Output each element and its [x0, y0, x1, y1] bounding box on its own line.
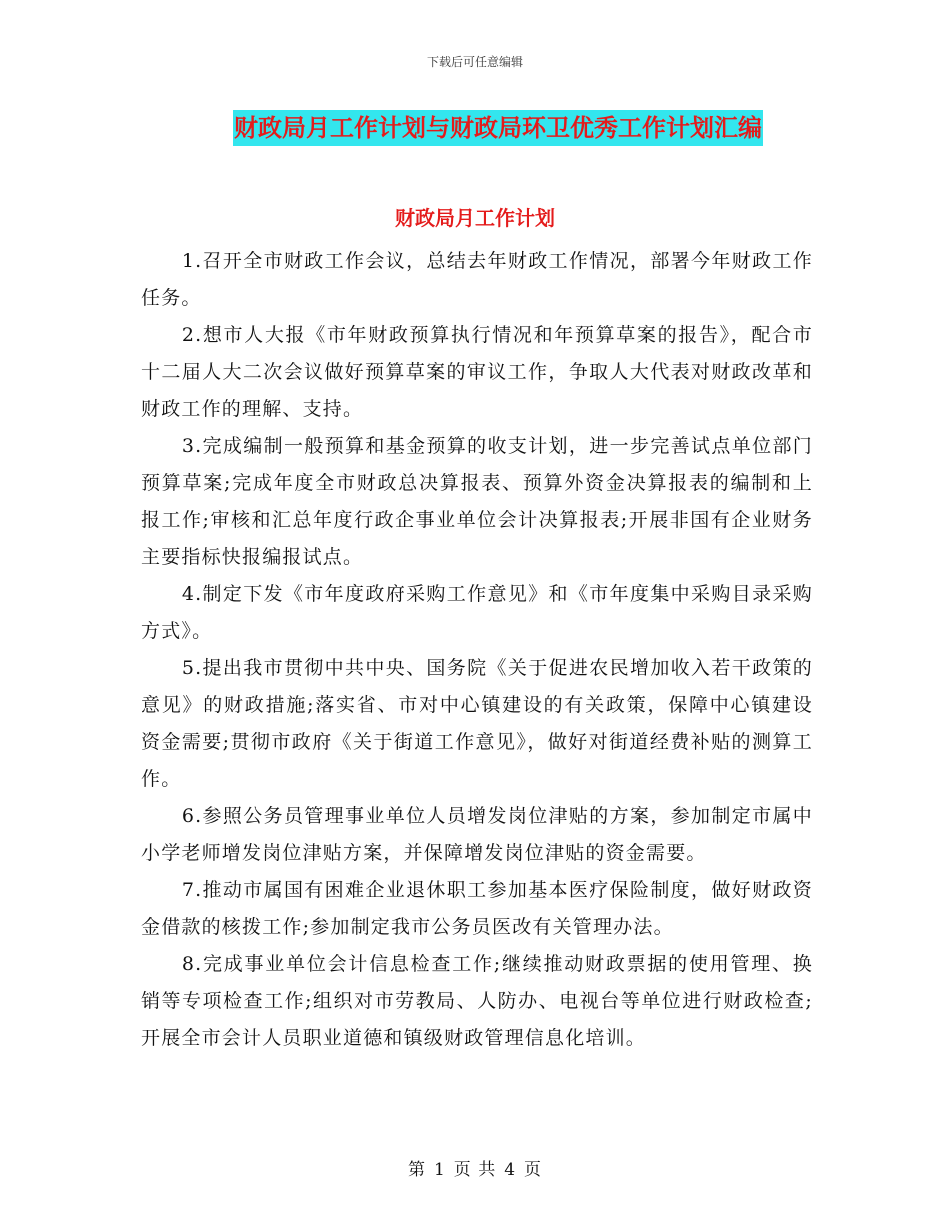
footer-label-end: 页 [524, 1160, 543, 1180]
footer-label-page: 第 [407, 1160, 426, 1180]
paragraph-5: 5.提出我市贯彻中共中央、国务院《关于促进农民增加收入若干政策的意见》的财政措施;落实省、市对中心镇建设的有关政策，保障中心镇建设资金需要;贯彻市政府《关于街道工作意见》，做好对街道经费补贴的测算工作。 [141, 657, 813, 790]
body-text [141, 243, 813, 1057]
paragraph-4: 4.制定下发《市年度政府采购工作意见》和《市年度集中采购目录采购方式》。 [141, 583, 813, 642]
paragraph-8: 8.完成事业单位会计信息检查工作;继续推动财政票据的使用管理、换销等专项检查工作;组织对市劳教局、人防办、电视台等单位进行财政检查;开展全市会计人员职业道德和镇级财政管理信息化培训。 [141, 953, 813, 1049]
footer-total-pages: 4 [504, 1160, 517, 1180]
footer-label-of: 页 共 [453, 1160, 497, 1180]
paragraph-2: 2.想市人大报《市年财政预算执行情况和年预算草案的报告》，配合市十二届人大二次会议做好预算草案的审议工作，争取人大代表对财政改革和财政工作的理解、支持。 [141, 324, 813, 420]
paragraph-7: 7.推动市属国有困难企业退休职工参加基本医疗保险制度，做好财政资金借款的核拨工作;参加制定我市公务员医改有关管理办法。 [141, 879, 813, 938]
paragraph-3: 3.完成编制一般预算和基金预算的收支计划，进一步完善试点单位部门预算草案;完成年度全市财政总决算报表、预算外资金决算报表的编制和上报工作;审核和汇总年度行政企事业单位会计决算报表;开展非国有企业财务主要指标快报编报试点。 [141, 435, 813, 568]
main-title-container [0, 110, 950, 146]
section-title: 财政局月工作计划 [395, 206, 555, 230]
header-note: 下载后可任意编辑 [426, 55, 523, 69]
main-title: 财政局月工作计划与财政局环卫优秀工作计划汇编 [233, 110, 763, 146]
footer-current-page: 1 [433, 1160, 446, 1180]
page-footer [0, 1155, 950, 1180]
paragraph-1: 1.召开全市财政工作会议，总结去年财政工作情况，部署今年财政工作任务。 [141, 250, 813, 309]
paragraph-6: 6.参照公务员管理事业单位人员增发岗位津贴的方案，参加制定市属中小学老师增发岗位津贴方案，并保障增发岗位津贴的资金需要。 [141, 805, 813, 864]
